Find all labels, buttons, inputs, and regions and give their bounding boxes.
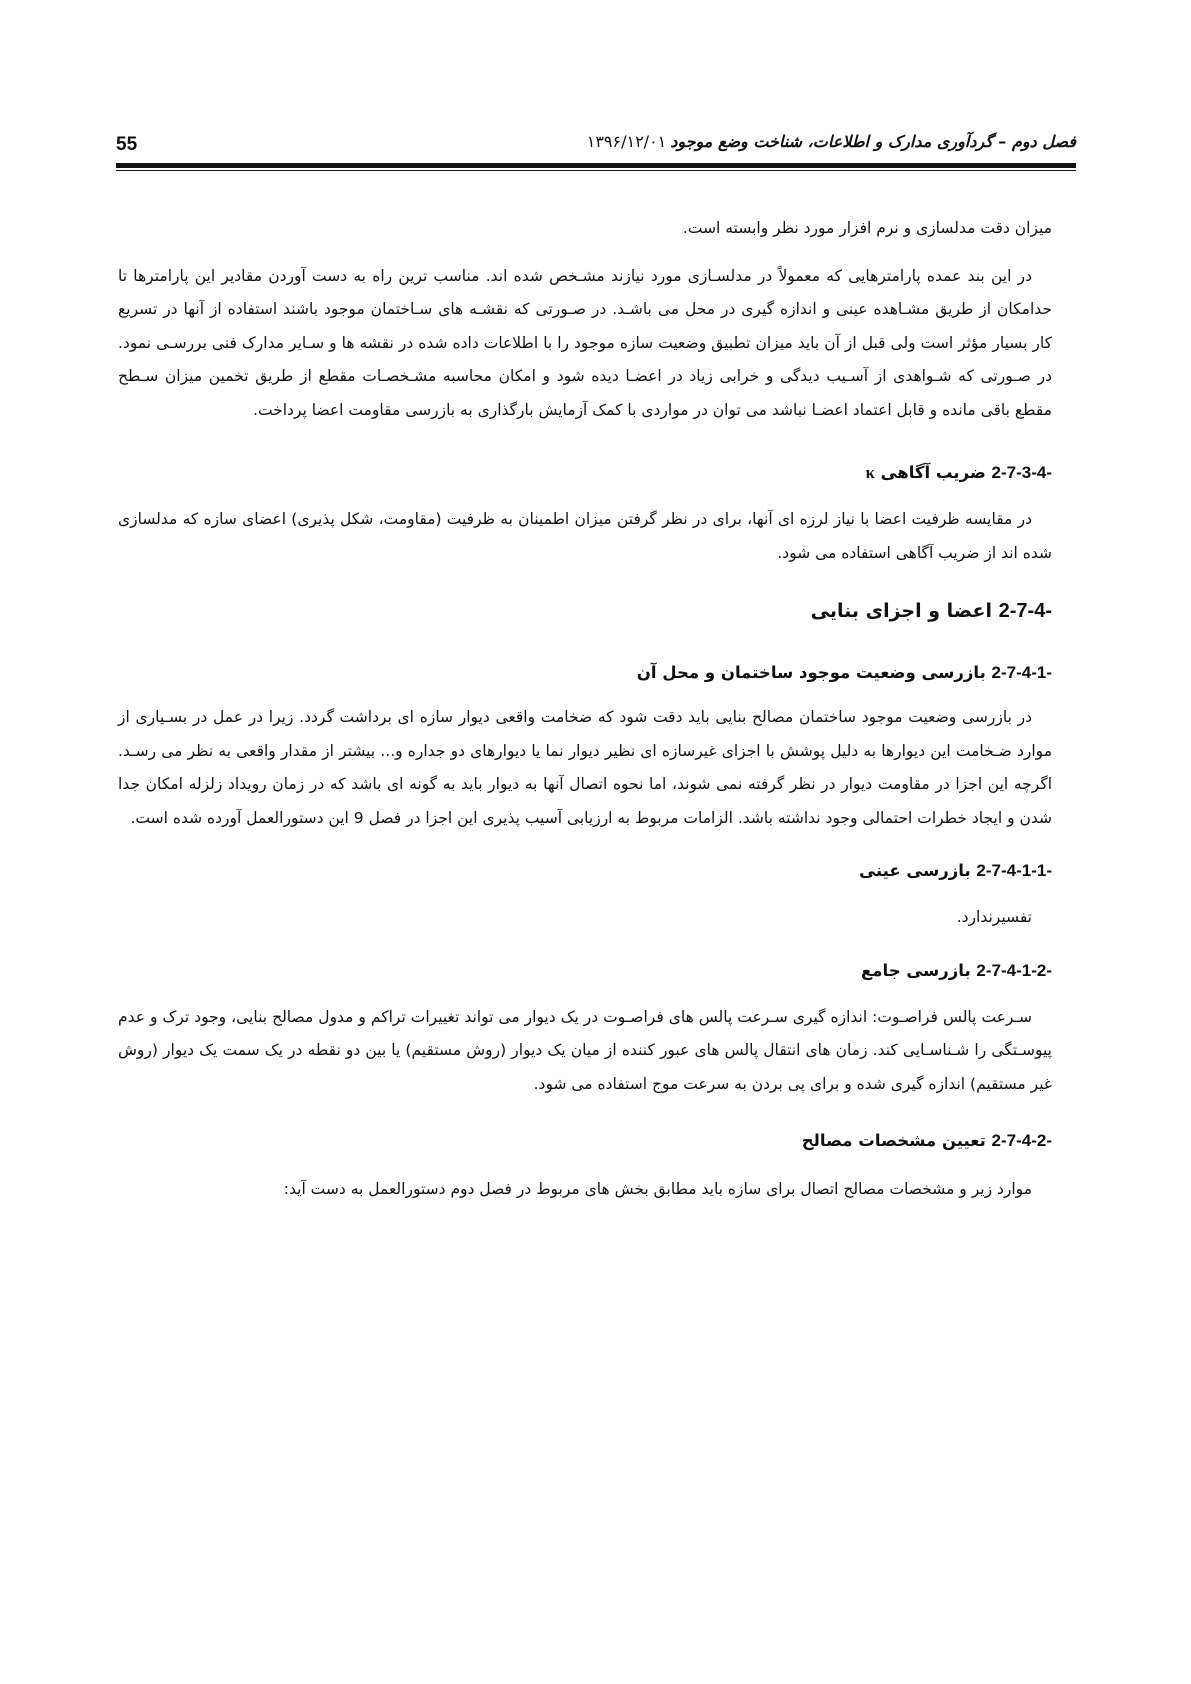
section-number: 2-7-4-1-: [991, 663, 1052, 682]
heading-knowledge-factor: [118, 463, 1052, 483]
paragraph-knowledge-factor: در مقایسه ظرفیت اعضا با نیاز لرزه ای آنها، برای در نظر گرفتن میزان اطمینان به ظرفیت (مقاومت، شکل پذیری) اعضای سازه که مدلسازی شده اند از ضریب آگاهی استفاده می شود.: [118, 510, 1052, 562]
paragraph-ultrasonic: سـرعت پالس فراصـوت: اندازه گیری سـرعت پالس های فراصـوت در یک دیوار می تواند تغییرات تراکم و مدول مصالح بنایی، وجود ترک و عدم پیوسـتگی را شـناسـایی کند. زمان های انتقال پالس های عبور کننده از میان یک دیوار (روش مستقیم) یا بین دو نقطه در یک سمت یک دیوار (روش غیر مستقیم) اندازه گیری شده و برای پی بردن به سرعت موج استفاده می شود.: [118, 1007, 1052, 1093]
paragraph-no-commentary: تفسیرندارد.: [956, 908, 1032, 926]
revision-date: ۱۳۹۶/۱۲/۰۱: [586, 132, 667, 151]
section-number: 2-7-3-4-: [991, 463, 1052, 482]
section-title: بازرسی عینی: [859, 861, 971, 880]
section-title: اعضا و اجزای بنایی: [810, 600, 993, 622]
kappa-symbol: κ: [865, 463, 875, 482]
header-rule-thin: [116, 170, 1076, 171]
page-header: [116, 124, 1076, 164]
paragraph-material-properties: موارد زیر و مشخصات مصالح اتصال برای سازه باید مطابق بخش های مربوط در فصل دوم دستورالعمل به دست آید:: [283, 1180, 1032, 1198]
header-rule-thick: [116, 163, 1076, 168]
page-number: 55: [116, 134, 138, 155]
page-body: [118, 212, 1052, 1207]
heading-masonry-members: [118, 600, 1052, 623]
section-title: بازرسی جامع: [861, 960, 971, 980]
section-title: بازرسی وضعیت موجود ساختمان و محل آن: [636, 663, 986, 682]
paragraph-parameters: در این بند عمده پارامترهایی که معمولاً در مدلسـازی مورد نیازند مشـخص شده اند. مناسب ترین راه به دست آوردن مقادیر این پارامترها تا حدامکان از طریق مشـاهده عینی و اندازه گیری در محل می باشـد. در صـورتی که نقشـه های سـاختمان موجود باشند استفاده از آنها در تسریع کار بسیار مؤثر است ولی قبل از آن باید میزان تطبیق وضعیت سازه موجود را با اطلاعات داده شده در نقشه ها و سـایر مدارک فنی بررسـی نمود. در صـورتی که شـواهدی از آسـیب دیدگی و خرابی زیاد در اعضـا دیده شود و امکان محاسبه مشـخصـات مقطع از طریق تخمین میزان سـطح مقطع باقی مانده و قابل اعتماد اعضـا نباشد می توان در مواردی با کمک آزمایش بارگذاری به بازرسی مقاومت اعضا پرداخت.: [118, 266, 1052, 419]
heading-visual-inspection: [118, 861, 1052, 881]
section-title: تعیین مشخصات مصالح: [801, 1131, 986, 1150]
paragraph-existing-condition: در بازرسی وضعیت موجود ساختمان مصالح بنایی باید دقت شود که ضخامت واقعی دیوار سازه ای برداشت گردد. زیرا در عمل در بسـیاری از موارد ضـخامت این دیوارها به دلیل پوشش با اجزای غیرسازه ای نظیر دیوار نما یا دیوارهای دو جداره و... بیشتر از مقدار واقعی به نظر می رسـد. اگرچه این اجزا در مقاومت دیوار در نظر گرفته نمی شوند، اما نحوه اتصال آنها به دیوار باید به گونه ای باشد که در زمان رویداد زلزله امکان جدا شدن و ایجاد خطرات احتمالی وجود نداشته باشد. الزامات مربوط به ارزیابی آسیب پذیری این اجزا در فصل 9 این دستورالعمل آورده شده است.: [118, 708, 1052, 827]
heading-existing-condition: [118, 663, 1052, 683]
paragraph-continuation: میزان دقت مدلسازی و نرم افزار مورد نظر وابسته است.: [682, 219, 1052, 237]
section-number: 2-7-4-1-2-: [976, 960, 1052, 980]
running-title: [587, 132, 1076, 151]
section-number: 2-7-4-1-1-: [976, 861, 1052, 880]
heading-comprehensive-inspection: [118, 961, 1052, 981]
heading-material-properties: [118, 1131, 1052, 1151]
chapter-title: فصل دوم – گردآوری مدارک و اطلاعات، شناخت وضع موجود: [670, 132, 1076, 151]
section-number: 2-7-4-2-: [991, 1131, 1052, 1150]
section-number: 2-7-4-: [998, 600, 1052, 622]
section-title: ضریب آگاهی: [880, 463, 986, 482]
